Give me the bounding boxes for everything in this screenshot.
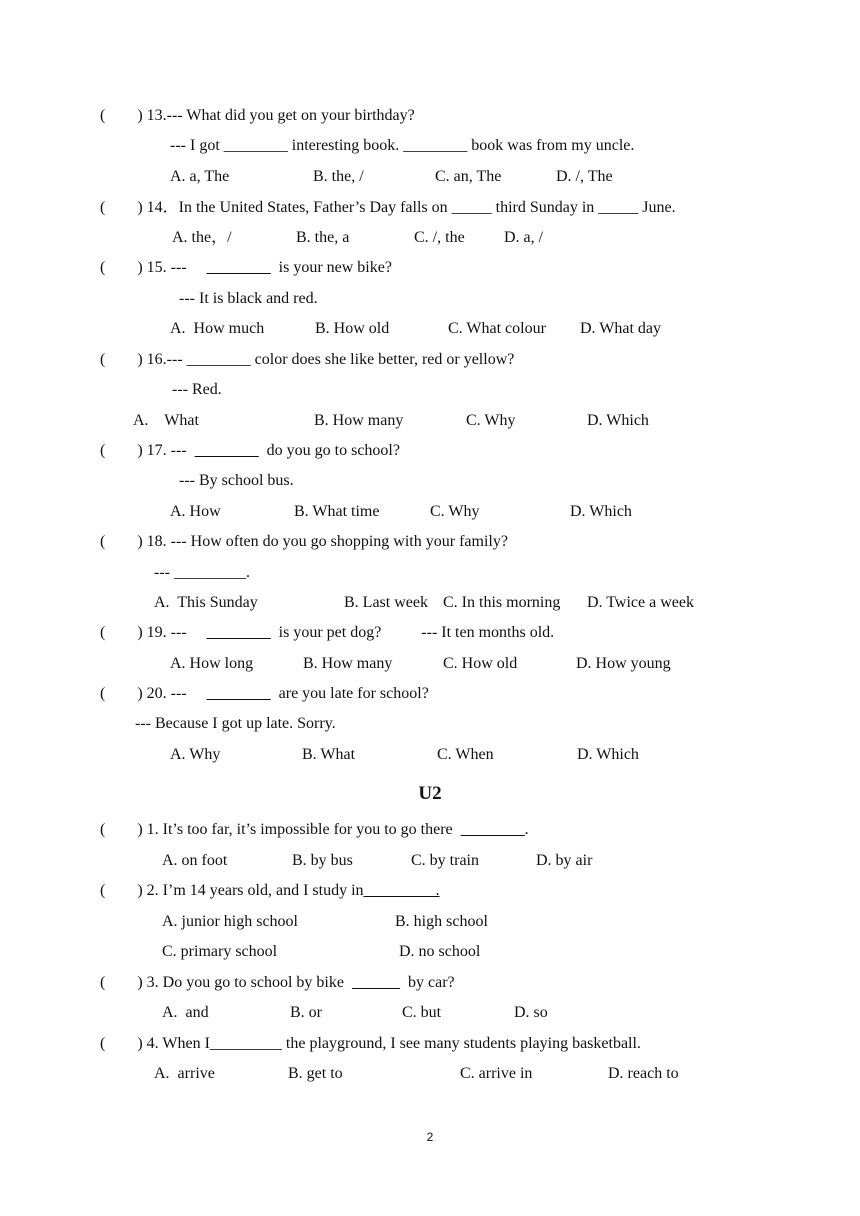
question-15-option-a: A. How much	[170, 320, 265, 337]
question-19-option-c: C. How old	[443, 655, 518, 672]
u2-question-4-stem: ( ) 4. When I_________ the playground, I see many students playing basketball.	[100, 1035, 641, 1052]
question-15-option-d: D. What day	[580, 320, 662, 337]
question-14-option-d: D. a, /	[504, 229, 544, 246]
question-17-option-a: A. How	[170, 503, 221, 520]
u2-question-1-stem: ( ) 1. It’s too far, it’s impossible for you to go there ________.	[100, 821, 529, 838]
question-16-option-a: A. What	[133, 412, 199, 429]
question-13-dialog: --- I got ________ interesting book. ________ book was from my uncle.	[170, 137, 635, 154]
question-17-stem: ( ) 17. --- ________ do you go to school?	[100, 442, 400, 459]
u2-question-4-option-a: A. arrive	[154, 1065, 215, 1082]
question-19-option-d: D. How young	[576, 655, 671, 672]
question-20-option-c: C. When	[437, 746, 494, 763]
question-13-option-a: A. a, The	[170, 168, 230, 185]
question-19-blank: ________	[206, 624, 271, 641]
question-19-option-a: A. How long	[170, 655, 254, 672]
question-15-dialog: --- It is black and red.	[179, 290, 318, 307]
question-17-option-d: D. Which	[570, 503, 632, 520]
u2-question-4-option-d: D. reach to	[608, 1065, 679, 1082]
question-18-option-d: D. Twice a week	[587, 594, 694, 611]
question-13-stem: ( ) 13.--- What did you get on your birthday?	[100, 107, 415, 124]
u2-question-3-option-d: D. so	[514, 1004, 548, 1021]
question-17-blank: ________	[194, 442, 259, 459]
question-14-option-a: A. the，/	[172, 229, 232, 246]
question-16-stem: ( ) 16.--- ________ color does she like better, red or yellow?	[100, 351, 515, 368]
question-16-option-b: B. How many	[314, 412, 404, 429]
question-20-option-d: D. Which	[577, 746, 639, 763]
u2-question-2-option-b: B. high school	[395, 913, 488, 930]
u2-question-1-blank: ________	[460, 821, 525, 838]
u2-question-3-option-b: B. or	[290, 1004, 322, 1021]
u2-question-1-option-a: A. on foot	[162, 852, 228, 869]
question-17-option-c: C. Why	[430, 503, 480, 520]
question-20-option-b: B. What	[302, 746, 356, 763]
u2-question-1-option-d: D. by air	[536, 852, 593, 869]
u2-question-2-option-c: C. primary school	[162, 943, 278, 960]
u2-question-3-option-a: A. and	[162, 1004, 209, 1021]
u2-question-2-option-d: D. no school	[399, 943, 481, 960]
u2-question-2-stem: ( ) 2. I’m 14 years old, and I study in_________.	[100, 882, 440, 899]
question-18-option-c: C. In this morning	[443, 594, 561, 611]
question-15-option-b: B. How old	[315, 320, 390, 337]
u2-question-3-stem: ( ) 3. Do you go to school by bike ______ by car?	[100, 974, 455, 991]
question-15-option-c: C. What colour	[448, 320, 546, 337]
question-20-dialog: --- Because I got up late. Sorry.	[135, 715, 336, 732]
question-17-option-b: B. What time	[294, 503, 380, 520]
question-14-stem: ( ) 14．In the United States, Father’s Day falls on _____ third Sunday in _____ June.	[100, 199, 676, 216]
u2-question-1-option-b: B. by bus	[292, 852, 353, 869]
page-number: 2	[426, 1130, 434, 1144]
question-16-option-c: C. Why	[466, 412, 516, 429]
question-20-blank: ________	[206, 685, 271, 702]
question-16-option-d: D. Which	[587, 412, 649, 429]
question-14-option-b: B. the, a	[296, 229, 350, 246]
question-14-option-c: C. /, the	[414, 229, 465, 246]
u2-question-2-option-a: A. junior high school	[162, 913, 298, 930]
question-15-blank: ________	[206, 259, 271, 276]
u2-question-2-blank: _________.	[363, 882, 440, 899]
u2-question-4-option-c: C. arrive in	[460, 1065, 533, 1082]
u2-question-4-option-b: B. get to	[288, 1065, 343, 1082]
question-16-dialog: --- Red.	[172, 381, 222, 398]
u2-question-3-option-c: C. but	[402, 1004, 442, 1021]
question-19-stem: ( ) 19. --- ________ is your pet dog? --- It ten months old.	[100, 624, 555, 641]
question-18-option-a: A. This Sunday	[154, 594, 258, 611]
section-title-u2: U2	[418, 783, 442, 804]
question-13-option-b: B. the, /	[313, 168, 364, 185]
question-13-option-c: C. an, The	[435, 168, 502, 185]
question-17-dialog: --- By school bus.	[179, 472, 294, 489]
question-18-stem: ( ) 18. --- How often do you go shopping with your family?	[100, 533, 508, 550]
question-18-option-b: B. Last week	[344, 594, 428, 611]
question-15-stem: ( ) 15. --- ________ is your new bike?	[100, 259, 392, 276]
u2-question-3-blank: ______	[351, 974, 400, 991]
question-20-stem: ( ) 20. --- ________ are you late for school?	[100, 685, 429, 702]
u2-question-1-option-c: C. by train	[411, 852, 479, 869]
question-18-dialog: --- _________.	[154, 564, 250, 581]
question-13-option-d: D. /, The	[556, 168, 613, 185]
question-19-option-b: B. How many	[303, 655, 393, 672]
question-20-option-a: A. Why	[170, 746, 221, 763]
